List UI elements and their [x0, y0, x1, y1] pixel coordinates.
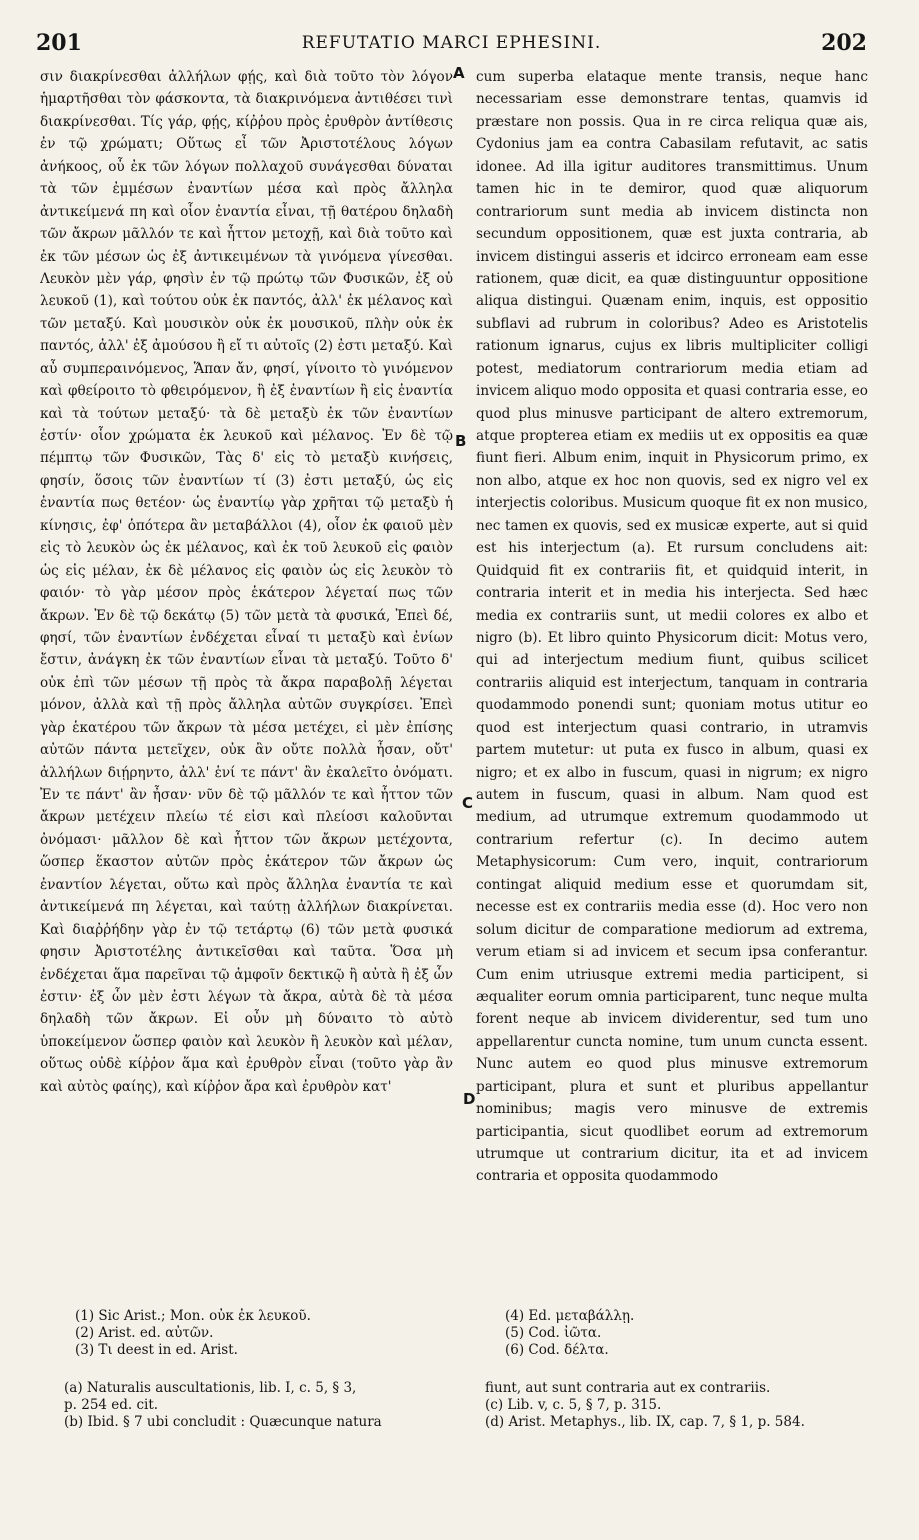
page-number-left: 201 [36, 30, 82, 56]
greek-footnotes-right [505, 1308, 885, 1359]
latin-column: cum superba elataque mente transis, neque hanc necessariam esse demonstrare tentas, quamvis id præstare non possis. Qua in re circa reliqua quæ ais, Cydonius jam ea contra Cabasilam refutavit, ac satis idonee. Ad illa igitur auditores transmittimus. Unum tamen hic in te demiror, quod quæ aliquorum contrariorum sunt media ab invicem distincta non secundum oppositionem, quæ est juxta contraria, ab invicem distingui asseris et idcirco erroneam eam esse rationem, quæ dicit, ea quæ distinguuntur oppositione aliqua distingui. Quænam enim, inquis, est oppositio subflavi ad rubrum in coloribus? Adeo es Aristotelis rationum ignarus, cujus ex libris multipliciter colligi potest, mediatorum contrariorum media etiam ad invicem aliquo modo opposita et quasi contraria esse, eo quod plus minusve participant de altero extremorum, atque propterea etiam ex mediis ut ex oppositis ea quæ fiunt fieri. Album enim, inquit in Physicorum primo, ex non albo, atque ex hoc non quovis, sed ex nigro vel ex interjectis coloribus. Musicum quoque fit ex non musico, nec tamen ex quovis, sed ex musicæ experte, aut si quid est his interjectum (a). Et rursum concludens ait: Quidquid fit ex contrariis fit, et quidquid interit, in contraria interit et in media his interjecta. Sed hæc media ex contrariis sunt, ut medii colores ex albo et nigro (b). Et libro quinto Physicorum dicit: Motus vero, qui ad interjectum medium fiunt, quibus scilicet contrariis aliquid est interjectum, tanquam in contraria quodammodo ponendi sunt; quoniam motus utitur eo quod est interjectum quasi contrario, in utramvis partem mutetur: ut puta ex fusco in album, quasi ex nigro; et ex albo in fuscum, quasi in nigrum; ex nigro autem in fuscum, quasi in album. Nam quod est medium, ad utrumque extremum quodammodo ut contrarium refertur (c). In decimo autem Metaphysicorum: Cum vero, inquit, contrariorum contingat aliquid medium esse et quorumdam sit, necesse est ex contrariis media esse (d). Hoc vero non solum dicitur de comparatione mediorum ad extrema, verum etiam si ad invicem et secum ipsa conferantur. Cum enim utriusque extremi media participent, si æqualiter eorum omnia participarent, tunc neque multa forent neque ab invicem dividerentur, sed tum uno appellarentur cuncta nomine, tum unum cuncta essent. Nunc autem eo quod plus minusve extremorum participant, plura et sunt et pluribus appellantur nominibus; magis vero minusve de extremis participantia, sicut quodlibet eorum ad extremorum utrumque ut contrarium dicitur, ita et ad invicem contraria et opposita quodammodo [476, 69, 868, 1185]
margin-marker-b: B [455, 432, 467, 450]
greek-column: σιν διακρίνεσθαι ἀλλήλων φῄς, καὶ διὰ τοῦτο τὸν λόγον ἡμαρτῆσθαι τὸν φάσκοντα, τὰ διακρινόμενα ἀντιθέσει τινὶ διακρίνεσθαι. Τίς γάρ, φῄς, κίῤῥου πρὸς ἐρυθρὸν ἀντίθεσις ἐν τῷ χρώματι; Οὕτως εἶ τῶν Ἀριστοτέλους λόγων ἀνήκοος, οὗ ἐκ τῶν λόγων πολλαχοῦ συνάγεσθαι δύναται τὰ τῶν ἐμμέσων ἐναντίων μέσα καὶ πρὸς ἄλληλα ἀντικείμενά πη καὶ οἷον ἐναντία εἶναι, τῇ θατέρου δηλαδὴ τῶν ἄκρων μᾶλλόν τε καὶ ἧττον μετοχῇ, καὶ διὰ τοῦτο καὶ ἐκ τῶν μέσων ὡς ἐξ ἀντικειμένων τὰ γινόμενα γίνεσθαι. Λευκὸν μὲν γάρ, φησὶν ἐν τῷ πρώτῳ τῶν Φυσικῶν, ἐξ οὐ λευκοῦ (1), καὶ τούτου οὐκ ἐκ παντός, ἀλλ' ἐκ μέλανος καὶ τῶν μεταξύ. Καὶ μουσικὸν οὐκ ἐκ μουσικοῦ, πλὴν οὐκ ἐκ παντός, ἀλλ' ἐξ ἀμούσου ἢ εἴ τι αὐτοῖς (2) ἐστι μεταξύ. Καὶ αὖ συμπεραινόμενος, Ἅπαν ἄν, φησί, γίνοιτο τὸ γινόμενον καὶ φθείροιτο τὸ φθειρόμενον, ἢ ἐξ ἐναντίων ἢ εἰς ἐναντία καὶ τὰ τούτων μεταξύ· τὰ δὲ μεταξὺ ἐκ τῶν ἐναντίων ἐστίν· οἷον χρώματα ἐκ λευκοῦ καὶ μέλανος. Ἐν δὲ τῷ πέμπτῳ τῶν Φυσικῶν, Τὰς δ' εἰς τὸ μεταξὺ κινήσεις, φησίν, ὅσοις τῶν ἐναντίων τί (3) ἐστι μεταξύ, ὡς εἰς ἐναντία πως θετέον· ὡς ἐναντίῳ γὰρ χρῆται τῷ μεταξὺ ἡ κίνησις, ἐφ' ὁπότερα ἂν μεταβάλλοι (4), οἷον ἐκ φαιοῦ μὲν εἰς τὸ λευκὸν ὡς ἐκ μέλανος, καὶ ἐκ τοῦ λευκοῦ εἰς φαιὸν ὡς εἰς μέλαν, ἐκ δὲ μέλανος εἰς φαιὸν ὡς εἰς λευκὸν τὸ φαιόν· τὸ γὰρ μέσον πρὸς ἑκάτερον λέγεταί πως τῶν ἄκρων. Ἐν δὲ τῷ δεκάτῳ (5) τῶν μετὰ τὰ φυσικά, Ἐπεὶ δέ, φησί, τῶν ἐναντίων ἐνδέχεται εἶναί τι μεταξὺ καὶ ἐνίων ἔστιν, ἀνάγκη ἐκ τῶν ἐναντίων εἶναι τὰ μεταξύ. Τοῦτο δ' οὐκ ἐπὶ τῶν μέσων τῇ πρὸς τὰ ἄκρα παραβολῇ λέγεται μόνον, ἀλλὰ καὶ τῇ πρὸς ἄλληλα αὐτῶν συγκρίσει. Ἐπεὶ γὰρ ἑκατέρου τῶν ἄκρων τὰ μέσα μετέχει, εἰ μὲν ἐπίσης αὐτῶν πάντα μετεῖχεν, οὐκ ἂν οὔτε πολλὰ ἦσαν, οὔτ' ἀλλήλων διῄρηντο, ἀλλ' ἑνί τε πάντ' ἂν ἐκαλεῖτο ὀνόματι. Ἐν τε πάντ' ἂν ἦσαν· νῦν δὲ τῷ μᾶλλόν τε καὶ ἧττον τῶν ἄκρων μετέχειν πλείω τέ εἰσι καὶ πλείοσι καλοῦνται ὀνόμασι· μᾶλλον δὲ καὶ ἧττον τῶν ἄκρων μετέχοντα, ὥσπερ ἕκαστον αὐτῶν πρὸς ἑκάτερον τῶν ἄκρων ὡς ἐναντίον λέγεται, οὕτω καὶ πρὸς ἄλληλα ἐναντία τε καὶ ἀντικείμενά πη λέγεται, καὶ ταύτῃ ἀλλήλων διακρίνεται. Καὶ διαῤῥήδην γὰρ ἐν τῷ τετάρτῳ (6) τῶν μετὰ φυσικά φησιν Ἀριστοτέλης ἀντικεῖσθαι καὶ ταῦτα. Ὅσα μὴ ἐνδέχεται ἅμα παρεῖναι τῷ ἀμφοῖν δεκτικῷ ἢ αὐτὰ ἢ ἐξ ὧν ἐστιν· ἐξ ὧν μὲν ἐστι λέγων τὰ ἄκρα, αὐτὰ δὲ τὰ μέσα δηλαδὴ τῶν ἄκρων. Εἰ οὖν μὴ δύναιτο τὸ αὐτὸ ὑποκείμενον ὥσπερ φαιὸν καὶ λευκὸν ἢ λευκὸν καὶ μέλαν, οὕτως οὐδὲ κίῤῥον ἅμα καὶ ἐρυθρὸν εἶναι (τοῦτο γὰρ ἂν καὶ αὐτὸς φαίης), καὶ κίῤῥον ἄρα καὶ ἐρυθρὸν κατ' [40, 69, 453, 1095]
footnote: (c) Lib. v, c. 5, § 7, p. 315. [485, 1397, 662, 1413]
margin-marker-a: A [453, 64, 465, 82]
greek-footnotes-left [75, 1308, 455, 1359]
footnote: (2) Arist. ed. αὐτῶν. [75, 1325, 214, 1341]
margin-marker-d: D [463, 1090, 476, 1108]
footnote: (a) Naturalis auscultationis, lib. I, c. 5, § 3, [64, 1380, 357, 1396]
footnote: (6) Cod. δέλτα. [505, 1342, 609, 1358]
footnote: (d) Arist. Metaphys., lib. IX, cap. 7, § 1, p. 584. [485, 1414, 805, 1430]
footnote: (1) Sic Arist.; Mon. οὐκ ἐκ λευκοῦ. [75, 1308, 311, 1324]
running-title: REFUTATIO MARCI EPHESINI. [301, 33, 602, 53]
footnote: fiunt, aut sunt contraria aut ex contrariis. [485, 1380, 771, 1396]
footnote: p. 254 ed. cit. [64, 1397, 159, 1413]
footnote: (4) Ed. μεταβάλλῃ. [505, 1308, 635, 1324]
latin-footnotes-left [64, 1380, 459, 1431]
footnote: (b) Ibid. § 7 ubi concludit : Quæcunque natura [64, 1414, 382, 1430]
margin-marker-c: C [462, 794, 474, 812]
footnote: (3) Τι deest in ed. Arist. [75, 1342, 238, 1358]
latin-footnotes-right [485, 1380, 885, 1431]
page-number-right: 202 [821, 30, 867, 56]
footnote: (5) Cod. ἰῶτα. [505, 1325, 602, 1341]
running-header [36, 30, 867, 60]
